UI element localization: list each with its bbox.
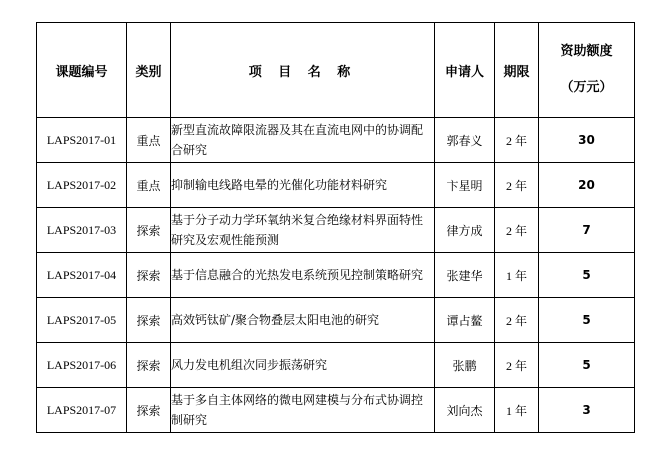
period-cell: 2 年 [495,163,539,208]
category-cell: 重点 [127,118,171,163]
applicant-cell: 郭春义 [435,118,495,163]
applicant-cell: 刘向杰 [435,388,495,433]
project-name-cell: 风力发电机组次同步振荡研究 [171,343,435,388]
header-funding-amount [539,23,635,118]
table-row [37,118,635,163]
applicant-cell: 张鹏 [435,343,495,388]
project-name-cell: 高效钙钛矿/聚合物叠层太阳电池的研究 [171,298,435,343]
project-name-cell: 基于多自主体网络的微电网建模与分布式协调控制研究 [171,388,435,433]
project-id-cell: LAPS2017-03 [37,208,127,253]
project-id-cell: LAPS2017-05 [37,298,127,343]
table-row [37,388,635,433]
table-row [37,253,635,298]
table-row [37,298,635,343]
category-cell: 探索 [127,208,171,253]
project-id-cell: LAPS2017-04 [37,253,127,298]
period-cell: 1 年 [495,388,539,433]
funding-amount-cell: 5 [539,343,635,388]
table-row [37,163,635,208]
category-cell: 探索 [127,298,171,343]
grant-table [36,22,635,433]
header-category: 类别 [127,23,171,118]
period-cell: 2 年 [495,208,539,253]
category-cell: 探索 [127,343,171,388]
project-id-cell: LAPS2017-07 [37,388,127,433]
category-cell: 探索 [127,253,171,298]
funding-amount-cell: 5 [539,298,635,343]
category-cell: 重点 [127,163,171,208]
header-funding-label: 资助额度 [560,44,613,59]
funding-amount-cell: 30 [539,118,635,163]
period-cell: 2 年 [495,343,539,388]
header-project-id: 课题编号 [37,23,127,118]
header-period: 期限 [495,23,539,118]
project-id-cell: LAPS2017-01 [37,118,127,163]
project-name-cell: 基于分子动力学环氧纳米复合绝缘材料界面特性研究及宏观性能预测 [171,208,435,253]
funding-amount-cell: 3 [539,388,635,433]
header-project-name [171,23,435,118]
applicant-cell: 卞星明 [435,163,495,208]
funding-amount-cell: 20 [539,163,635,208]
project-name-cell: 新型直流故障限流器及其在直流电网中的协调配合研究 [171,118,435,163]
project-id-cell: LAPS2017-02 [37,163,127,208]
project-id-cell: LAPS2017-06 [37,343,127,388]
period-cell: 2 年 [495,118,539,163]
period-cell: 2 年 [495,298,539,343]
project-name-cell: 抑制输电线路电晕的光催化功能材料研究 [171,163,435,208]
category-cell: 探索 [127,388,171,433]
applicant-cell: 张建华 [435,253,495,298]
header-applicant: 申请人 [435,23,495,118]
applicant-cell: 律方成 [435,208,495,253]
applicant-cell: 谭占鳌 [435,298,495,343]
header-funding-unit: （万元） [560,80,613,95]
table-header-row [37,23,635,118]
project-name-cell: 基于信息融合的光热发电系统预见控制策略研究 [171,253,435,298]
period-cell: 1 年 [495,253,539,298]
table-row [37,208,635,253]
funding-amount-cell: 5 [539,253,635,298]
header-project-name-label: 项 目 名 称 [248,64,357,80]
table-row [37,343,635,388]
funding-amount-cell: 7 [539,208,635,253]
